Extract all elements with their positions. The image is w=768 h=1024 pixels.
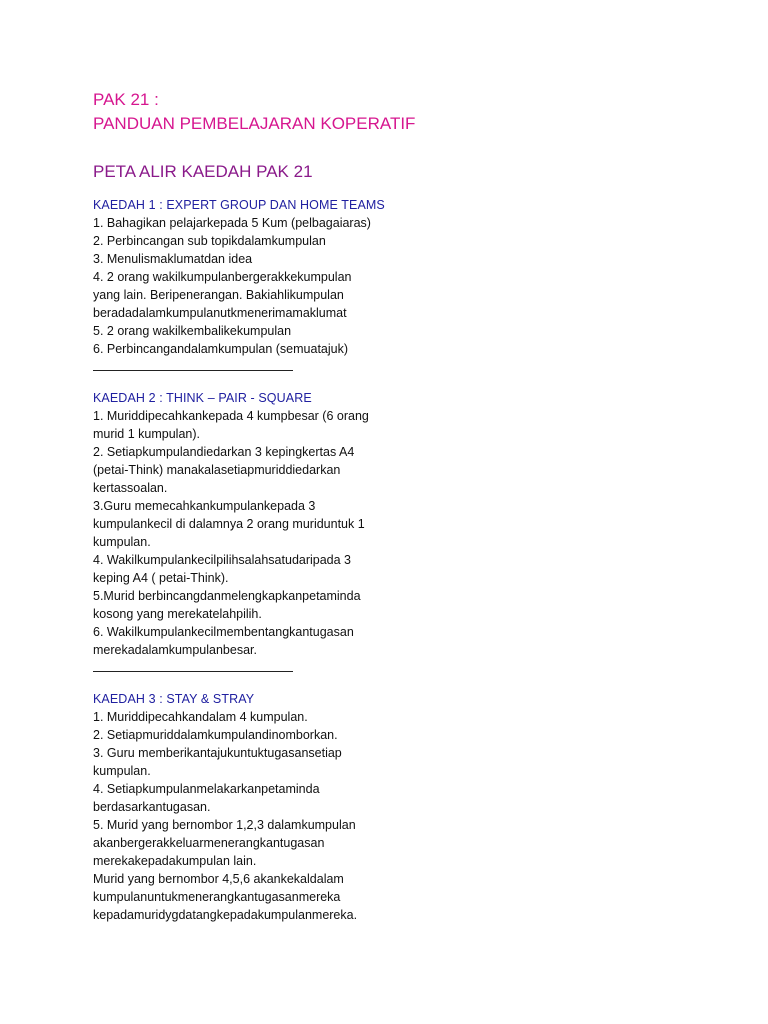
document-title-line-2: PANDUAN PEMBELAJARAN KOPERATIF <box>93 114 416 133</box>
section-line: 3. Guru memberikantajukuntuktugasansetiap <box>93 746 342 760</box>
flow-chart-title: PETA ALIR KAEDAH PAK 21 <box>93 162 313 181</box>
document-page <box>93 88 733 924</box>
section-kaedah-1 <box>93 196 733 371</box>
section-line: 4. Wakilkumpulankecilpilihsalahsatudaripada 3 <box>93 553 352 567</box>
section-line: 1. Muriddipecahkandalam 4 kumpulan. <box>93 710 308 724</box>
spacer <box>93 184 733 196</box>
section-line: beradadalamkumpulanutkmenerimamaklumat <box>93 306 347 320</box>
section-heading: KAEDAH 2 : THINK – PAIR - SQUARE <box>93 391 312 405</box>
section-line: kosong yang merekatelahpilih. <box>93 607 262 621</box>
section-line: kumpulanuntukmenerangkantugasanmereka <box>93 890 341 904</box>
document-title-line-1: PAK 21 : <box>93 90 159 109</box>
section-line: kumpulan. <box>93 764 151 778</box>
section-line: 2. Setiapmuriddalamkumpulandinomborkan. <box>93 728 338 742</box>
section-line: yang lain. Beripenerangan. Bakiahlikumpulan <box>93 288 344 302</box>
section-line: akanbergerakkeluarmenerangkantugasan <box>93 836 325 850</box>
section-heading: KAEDAH 1 : EXPERT GROUP DAN HOME TEAMS <box>93 198 385 212</box>
section-line: 5. Murid yang bernombor 1,2,3 dalamkumpulan <box>93 818 356 832</box>
section-kaedah-2 <box>93 389 733 672</box>
section-line: 6. Wakilkumpulankecilmembentangkantugasan <box>93 625 354 639</box>
section-line: 2. Perbincangan sub topikdalamkumpulan <box>93 234 326 248</box>
section-line: 3.Guru memecahkankumpulankepada 3 <box>93 499 316 513</box>
section-kaedah-3 <box>93 690 733 924</box>
section-line: kepadamuridygdatangkepadakumpulanmereka. <box>93 908 358 922</box>
section-line: merekadalamkumpulanbesar. <box>93 643 257 657</box>
spacer <box>93 136 733 160</box>
spacer <box>93 371 733 389</box>
section-line: keping A4 ( petai-Think). <box>93 571 229 585</box>
section-line: 2. Setiapkumpulandiedarkan 3 kepingkertas A4 <box>93 445 355 459</box>
section-line: murid 1 kumpulan). <box>93 427 200 441</box>
section-line: 5.Murid berbincangdanmelengkapkanpetaminda <box>93 589 361 603</box>
section-line: merekakepadakumpulan lain. <box>93 854 257 868</box>
section-line: kertassoalan. <box>93 481 168 495</box>
section-line: Murid yang bernombor 4,5,6 akankekaldalam <box>93 872 344 886</box>
section-line: 3. Menulismaklumatdan idea <box>93 252 253 266</box>
section-line: (petai-Think) manakalasetiapmuriddiedarkan <box>93 463 341 477</box>
section-heading: KAEDAH 3 : STAY & STRAY <box>93 692 255 706</box>
section-line: 5. 2 orang wakilkembalikekumpulan <box>93 324 292 338</box>
section-line: 6. Perbincangandalamkumpulan (semuatajuk) <box>93 342 349 356</box>
section-line: kumpulankecil di dalamnya 2 orang muriduntuk 1 <box>93 517 365 531</box>
section-line: berdasarkantugasan. <box>93 800 211 814</box>
section-line: 4. 2 orang wakilkumpulanbergerakkekumpulan <box>93 270 352 284</box>
spacer <box>93 672 733 690</box>
section-line: 1. Muriddipecahkankepada 4 kumpbesar (6 orang <box>93 409 369 423</box>
section-line: kumpulan. <box>93 535 151 549</box>
section-line: 4. Setiapkumpulanmelakarkanpetaminda <box>93 782 320 796</box>
section-line: 1. Bahagikan pelajarkepada 5 Kum (pelbagaiaras) <box>93 216 371 230</box>
